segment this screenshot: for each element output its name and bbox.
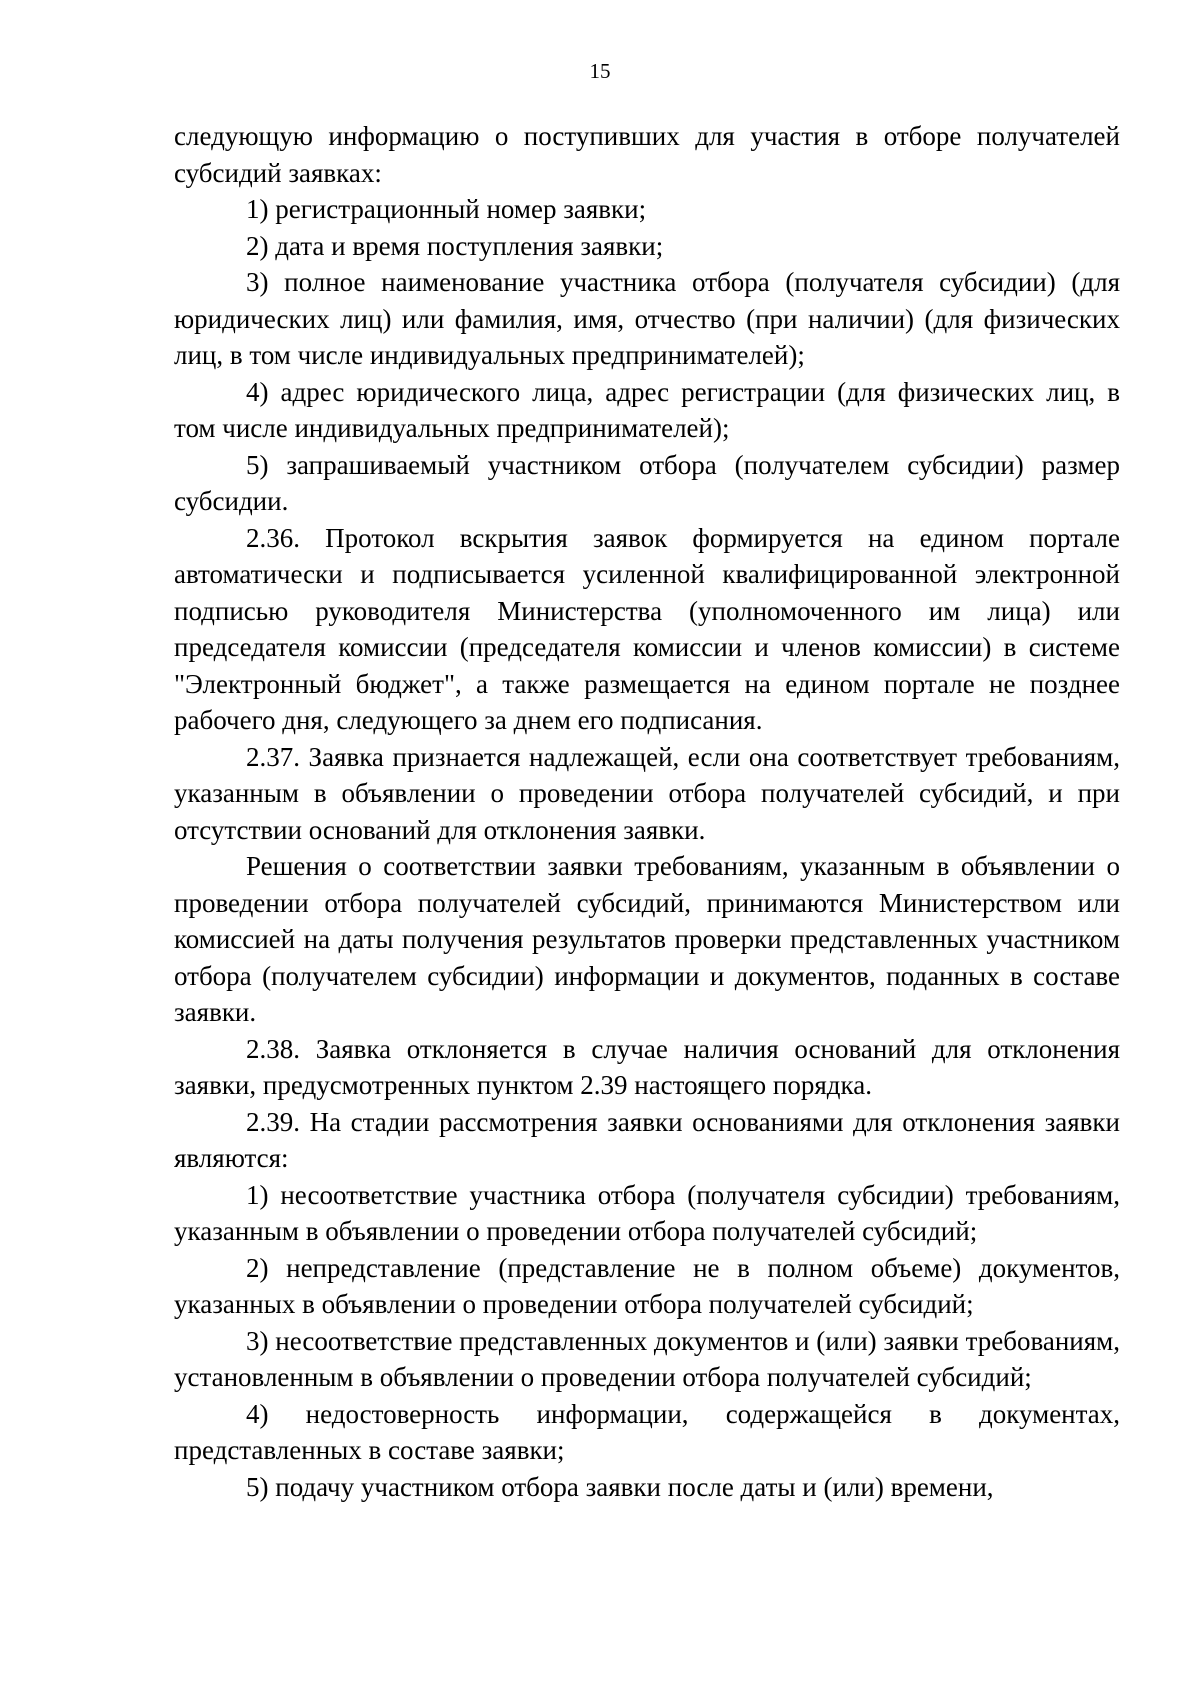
clause-2-37-decisions: Решения о соответствии заявки требованиям, указанным в объявлении о проведении отбора получателей субсидий, принимаются Министерством или комиссией на даты получения результатов проверки представленных участником отбора (получателем субсидии) информации и документов, поданных в составе заявки.	[174, 851, 1120, 1027]
rejection-ground-1: 1) несоответствие участника отбора (получателя субсидии) требованиям, указанным в объявлении о проведении отбора получателей субсидий;	[174, 1179, 1120, 1246]
clause-2-39: 2.39. На стадии рассмотрения заявки основаниями для отклонения заявки являются:	[174, 1106, 1120, 1173]
rejection-ground-2: 2) непредставление (представление не в полном объеме) документов, указанных в объявлении о проведении отбора получателей субсидий;	[174, 1252, 1120, 1319]
document-body	[174, 118, 1120, 1505]
rejection-ground-4: 4) недостоверность информации, содержащейся в документах, представленных в составе заявки;	[174, 1398, 1120, 1465]
list-item-registration-number: 1) регистрационный номер заявки;	[246, 194, 647, 224]
list-item-address: 4) адрес юридического лица, адрес регистрации (для физических лиц, в том числе индивидуальных предпринимателей);	[174, 376, 1120, 443]
page-number: 15	[589, 59, 611, 83]
rejection-ground-5: 5) подачу участником отбора заявки после даты и (или) времени,	[246, 1471, 994, 1502]
clause-2-38: 2.38. Заявка отклоняется в случае наличия оснований для отклонения заявки, предусмотренных пунктом 2.39 настоящего порядка.	[174, 1033, 1120, 1100]
list-item-full-name: 3) полное наименование участника отбора (получателя субсидии) (для юридических лиц) или фамилия, имя, отчество (при наличии) (для физических лиц, в том числе индивидуальных предпринимателей);	[174, 267, 1120, 370]
clause-2-36: 2.36. Протокол вскрытия заявок формируется на едином портале автоматически и подписывается усиленной квалифицированной электронной подписью руководителя Министерства (уполномоченного им лица) или председателя комиссии (председателя комиссии и членов комиссии) в системе "Электронный бюджет", а также размещается на едином портале не позднее рабочего дня, следующего за днем его подписания.	[174, 522, 1120, 735]
clause-2-37: 2.37. Заявка признается надлежащей, если она соответствует требованиям, указанным в объявлении о проведении отбора получателей субсидий, и при отсутствии оснований для отклонения заявки.	[174, 741, 1120, 845]
list-item-date-time: 2) дата и время поступления заявки;	[246, 230, 664, 261]
rejection-ground-3: 3) несоответствие представленных документов и (или) заявки требованиям, установленным в объявлении о проведении отбора получателей субсидий;	[174, 1325, 1120, 1392]
paragraph-continuation: следующую информацию о поступивших для участия в отборе получателей субсидий заявках:	[174, 121, 1120, 188]
list-item-subsidy-amount: 5) запрашиваемый участником отбора (получателем субсидии) размер субсидии.	[174, 449, 1120, 516]
